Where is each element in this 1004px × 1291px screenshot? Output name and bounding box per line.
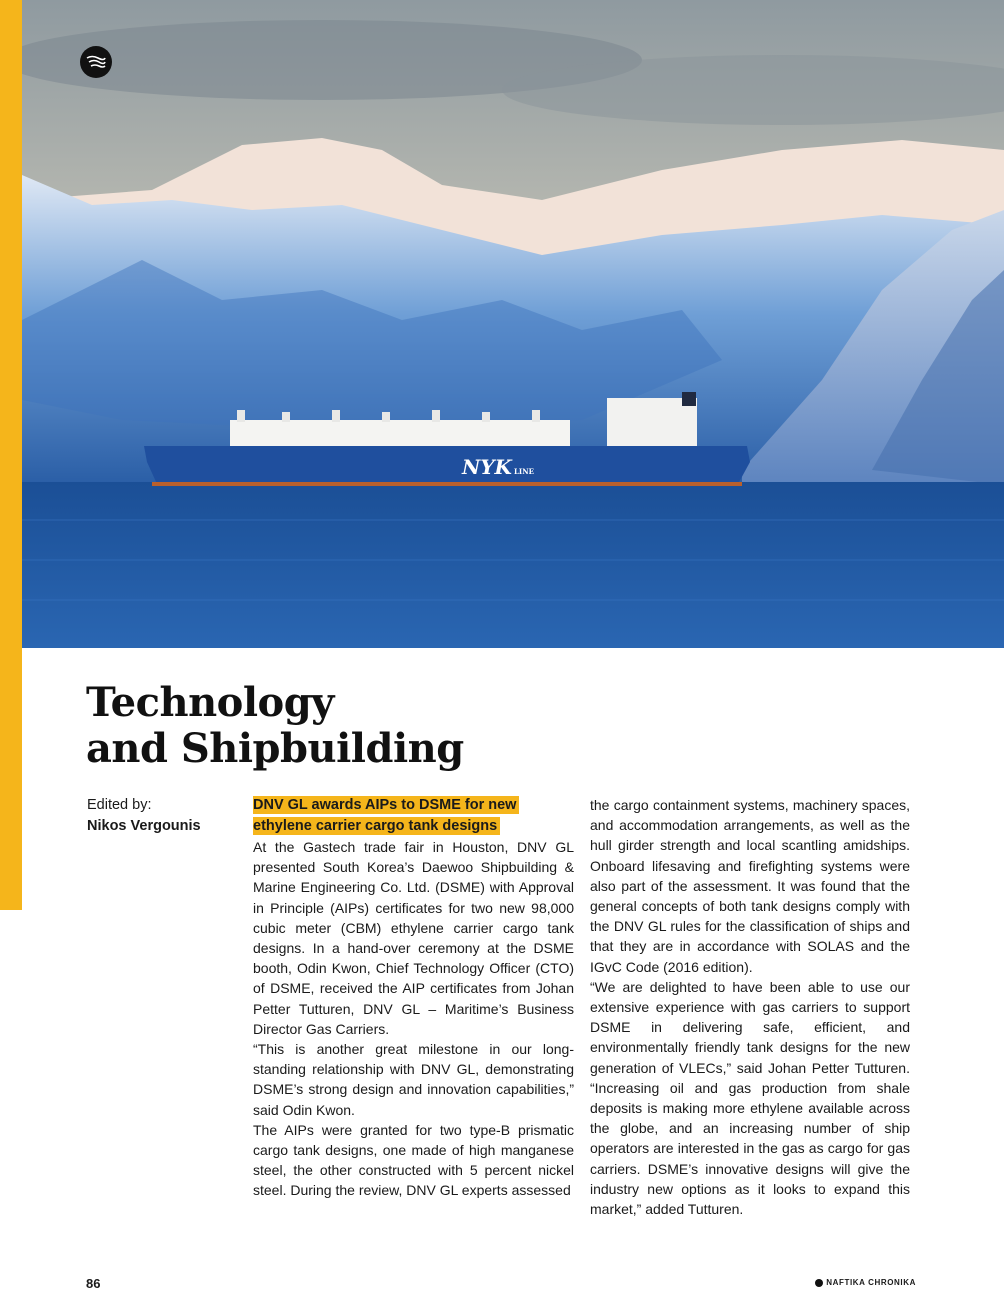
article-paragraph: “This is another great milestone in our long-standing relationship with DNV GL, demonstrating DSME’s strong design and innovation capabilities,” said Odin Kwon.	[253, 1041, 574, 1118]
byline	[87, 795, 201, 837]
article-paragraph: At the Gastech trade fair in Houston, DNV GL presented South Korea’s Daewoo Shipbuilding & Marine Engineering Co. Ltd. (DSME) with Approval in Principle (AIPs) certificates for two new 98,000 cubic meter (CBM) ethylene carrier cargo tank designs. In a hand-over ceremony at the DSME booth, Odin Kwon, Chief Technology Officer (CTO) of DSME, received the AIP certificates from Johan Petter Tutturen, DNV GL – Maritime’s Business Director Gas Carriers.	[253, 839, 574, 1037]
ship-logo: NYK	[462, 455, 512, 479]
page-number: 86	[86, 1276, 101, 1291]
article-paragraph: the cargo containment systems, machinery spaces, and accommodation arrangements, as well as the hull girder strength and local scantling amidships. Onboard lifesaving and firefighting systems were also part of the assessment. It was found that the general concepts of both tank designs comply with the DNV GL rules for the classification of ships and that they are in accordance with SOLAS and the IGvC Code (2016 edition).	[590, 797, 910, 975]
footer-brand-text: NAFTIKA CHRONIKA	[826, 1278, 916, 1287]
fjord-ship-illustration	[22, 0, 1004, 648]
brand-logo-icon	[815, 1279, 823, 1287]
article-headline: DNV GL awards AIPs to DSME for new ethylene carrier cargo tank designs	[253, 795, 574, 837]
byline-name: Nikos Vergounis	[87, 818, 201, 834]
ship-logo-small: LINE	[514, 467, 534, 476]
section-title-line2: and Shipbuilding	[86, 725, 464, 772]
footer-brand	[815, 1278, 916, 1287]
section-title-line1: Technology	[86, 679, 334, 726]
section-title	[86, 680, 464, 772]
article-column-2	[590, 795, 910, 1219]
article-paragraph: “We are delighted to have been able to use our extensive experience with gas carriers to support DSME in delivering safe, efficient, and environmentally friendly tank designs for the new generation of VLECs,” said Johan Petter Tutturen. “Increasing oil and gas production from shale deposits is making more ethylene available across the globe, and an increasing number of ship operators are interested in the gas as cargo for gas carriers. DSME’s innovative designs will give the industry new options as it looks to expand this market,” added Tutturen.	[590, 978, 910, 1218]
byline-label: Edited by:	[87, 797, 152, 813]
wind-wave-icon	[80, 46, 112, 78]
article-paragraph: The AIPs were granted for two type-B prismatic cargo tank designs, one made of high manganese steel, the other constructed with 5 percent nickel steel. During the review, DNV GL experts assessed	[253, 1121, 574, 1199]
hero-photo	[22, 0, 1004, 648]
article-column-1	[253, 795, 574, 1201]
accent-bar	[0, 0, 22, 910]
